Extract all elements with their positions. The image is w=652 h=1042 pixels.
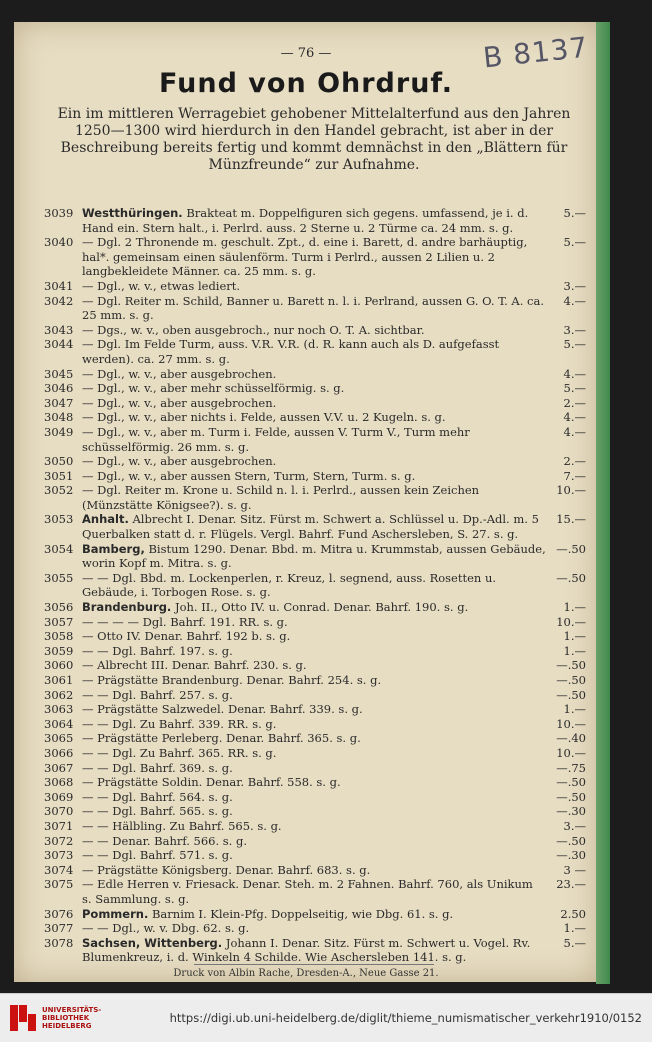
lot-price: —.50 [556,541,586,556]
lot-text: — — Dgl. Bahrf. 197. s. g. [82,643,233,658]
lot-number: 3042 [44,293,74,308]
lot-number: 3067 [44,760,74,775]
lot-description [82,454,550,469]
logo-line: BIBLIOTHEK [42,1014,90,1022]
lot-text: — — Dgl. Bahrf. 257. s. g. [82,687,233,702]
catalog-entry [44,381,586,396]
lot-description [82,396,550,411]
lot-price: 3.— [563,818,586,833]
lot-heading: Anhalt. [82,512,129,527]
lot-price: 15.— [556,512,586,527]
lot-description [82,907,550,922]
lot-number: 3077 [44,921,74,936]
catalog-entry [44,907,586,922]
lot-description [82,746,550,761]
lot-heading: Bamberg, [82,541,145,556]
lot-number: 3060 [44,658,74,673]
lot-price: —.50 [556,833,586,848]
lot-description [82,410,550,425]
catalog-entry [44,775,586,790]
catalog-entry [44,629,586,644]
lot-price: —.50 [556,570,586,585]
lot-number: 3056 [44,600,74,615]
lot-description [82,819,550,834]
catalog-entry [44,454,586,469]
lot-price: —.50 [556,687,586,702]
lot-number: 3048 [44,410,74,425]
lot-text: — Prägstätte Königsberg. Denar. Bahrf. 683. s. g. [82,862,371,877]
lot-price: 4.— [563,366,586,381]
viewer-bottom-bar [0,993,652,1042]
lot-text: — Dgl., w. v., aber aussen Stern, Turm, Stern, Turm. s. g. [82,468,416,483]
lot-price: 3 — [563,862,586,877]
lot-description [82,688,550,703]
lot-text: — Dgl. Reiter m. Krone u. Schild n. l. i. Perlrd., aussen kein Zeichen (Münzstätte Königsee?). s. g. [82,483,480,512]
lot-price: 10.— [556,716,586,731]
lot-text: — — Dgl. Bahrf. 564. s. g. [82,789,233,804]
catalog-entry [44,615,586,630]
catalog-entry [44,731,586,746]
lot-text: — Dgl., w. v., aber ausgebrochen. [82,395,277,410]
catalog-entry [44,761,586,776]
lot-price: 2.50 [560,906,586,921]
printer-footer: Druck von Albin Rache, Dresden-A., Neue Gasse 21. [173,968,439,979]
lot-text: — Dgl. Reiter m. Schild, Banner u. Barett n. l. i. Perlrand, aussen G. O. T. A. ca. 25 mm. s. g. [82,293,544,323]
lot-price: 23.— [556,877,586,892]
lot-text: — Dgs., w. v., oben ausgebroch., nur noch O. T. A. sichtbar. [82,322,425,337]
lot-description [82,731,550,746]
lot-number: 3061 [44,673,74,687]
catalog-entry [44,425,586,454]
lot-description [82,279,550,294]
lot-description [82,804,550,819]
lot-number: 3054 [44,541,74,556]
catalog-entry [44,323,586,338]
catalog-entry [44,512,586,541]
lot-heading: Sachsen, Wittenberg. [82,935,223,950]
lot-description [82,863,550,878]
lot-description [82,834,550,849]
lot-description [82,381,550,396]
lot-price: —.30 [556,804,586,819]
lot-description [82,294,550,323]
catalog-entry [44,936,586,965]
catalog-entry [44,279,586,294]
lot-price: 5.— [563,381,586,396]
lot-number: 3047 [44,395,74,410]
lot-text: — Dgl., w. v., aber ausgebrochen. [82,366,277,381]
lot-price: 1.— [563,702,586,717]
lot-text: — Dgl. Im Felde Turm, auss. V.R. V.R. (d. R. kann auch als D. aufgefasst werden). ca. 27 mm. s. g. [82,337,500,366]
catalog-entry [44,804,586,819]
lot-price: 7.— [563,468,586,483]
lot-number: 3046 [44,381,74,396]
lot-description [82,921,550,936]
lot-price: —.50 [556,658,586,673]
lot-number: 3040 [44,235,74,250]
lot-description [82,775,550,790]
lot-number: 3051 [44,468,74,483]
lot-text: Barnim I. Klein-Pfg. Doppelseitig, wie Dbg. 61. s. g. [151,906,454,921]
logo-line: HEIDELBERG [42,1022,92,1030]
lot-text: Bistum 1290. Denar. Bbd. m. Mitra u. Krummstab, aussen Gebäude, worin Kopf m. Mitra. s. g. [82,541,546,571]
lot-text: — — Dgl., w. v. Dbg. 62. s. g. [82,921,250,936]
lot-description [82,571,550,600]
lot-description [82,323,550,338]
lot-number: 3039 [44,206,74,220]
lot-description [82,717,550,732]
lot-number: 3063 [44,702,74,717]
lot-text: — — Hälbling. Zu Bahrf. 565. s. g. [82,818,282,833]
lot-price: 5.— [563,206,586,220]
lot-description [82,761,550,776]
catalog-entry [44,921,586,936]
lot-price: 3.— [563,322,586,337]
lot-price: 4.— [563,424,586,439]
lot-description [82,790,550,805]
lot-description [82,658,550,673]
handwritten-shelfmark: B 8137 [481,30,590,75]
lot-number: 3070 [44,804,74,819]
lot-text: — Albrecht III. Denar. Bahrf. 230. s. g. [82,658,307,673]
lot-text: — — Dgl. Bahrf. 369. s. g. [82,760,233,775]
lot-number: 3058 [44,629,74,644]
lot-text: Johann I. Denar. Sitz. Fürst m. Schwert u. Vogel. Rv. Blumenkreuz, i. d. Winkeln 4 Schilde. Wie Aschersleben 141. s. g. [82,935,531,965]
lot-number: 3057 [44,614,74,629]
lot-text: — — Denar. Bahrf. 566. s. g. [82,833,248,848]
catalog-entry [44,206,586,235]
lot-text: — — Dgl. Zu Bahrf. 339. RR. s. g. [82,716,277,731]
lot-price: 4.— [563,410,586,425]
lot-price: —.50 [556,775,586,790]
lot-number: 3049 [44,424,74,439]
lot-description [82,337,550,366]
catalog-entry [44,367,586,382]
lot-heading: Brandenburg. [82,600,172,615]
lot-price: 10.— [556,745,586,760]
page-title: Fund von Ohrdruf. [159,68,453,99]
lot-text: — Edle Herren v. Friesack. Denar. Steh. m. 2 Fahnen. Bahrf. 760, als Unikum s. Sammlung. s. g. [82,877,533,906]
lot-number: 3069 [44,789,74,804]
catalog-entry [44,834,586,849]
lot-description [82,206,550,235]
catalog-entry [44,717,586,732]
lot-description [82,483,550,512]
lot-description [82,673,550,688]
lot-text: — Dgl., w. v., aber mehr schüsselförmig. s. g. [82,381,345,396]
lot-number: 3068 [44,775,74,790]
lot-number: 3078 [44,935,74,950]
catalog-entry [44,571,586,600]
lot-description [82,644,550,659]
lot-price: 10.— [556,614,586,629]
catalog-entry [44,483,586,512]
catalog-entry [44,410,586,425]
lot-text: Brakteat m. Doppelfiguren sich gegens. umfassend, je i. d. Hand ein. Stern halt., i. Perlrd. auss. 2 Sterne u. 2 Türme ca. 24 mm. s. g. [82,206,529,235]
lot-description [82,629,550,644]
lot-number: 3075 [44,877,74,892]
lot-text: — Dgl., w. v., aber m. Turm i. Felde, aussen V. Turm V., Turm mehr schüsselförmig. 26 mm. s. g. [82,424,470,454]
lot-text: — Prägstätte Brandenburg. Denar. Bahrf. 254. s. g. [82,673,382,687]
lot-description [82,235,550,279]
lot-number: 3052 [44,483,74,498]
catalog-entry [44,396,586,411]
lot-text: — Dgl. 2 Thronende m. geschult. Zpt., d. eine i. Barett, d. andre barhäuptig, hal*. gemeinsam einen säulenförm. Turm i Perlrd., aussen 2 Lilien u. 2 langbekleidete Männer. ca. 25 mm. s. g. [82,235,528,279]
lot-description [82,615,550,630]
lot-price: —.30 [556,848,586,863]
intro-paragraph: Ein im mittleren Werragebiet gehobener Mittelalterfund aus den Jahren 1250—1300 wird hierdurch in den Handel gebracht, ist aber in der Beschreibung bereits fertig und kommt demnächst in den „Blättern für Münzfreunde“ zur Aufnahme. [57,106,571,173]
lot-price: —.50 [556,673,586,687]
scanned-page [14,22,598,982]
lot-number: 3059 [44,643,74,658]
lot-number: 3043 [44,322,74,337]
catalog-entry [44,469,586,484]
lot-text: — Prägstätte Perleberg. Denar. Bahrf. 365. s. g. [82,731,361,746]
catalog-entry [44,658,586,673]
lot-price: 5.— [563,935,586,950]
logo-line: UNIVERSITÄTS- [42,1006,102,1014]
lot-number: 3076 [44,906,74,921]
lot-price: 5.— [563,235,586,250]
lot-price: 1.— [563,643,586,658]
library-logo[interactable] [10,1005,101,1031]
lot-price: —.50 [556,789,586,804]
lot-price: —.75 [556,760,586,775]
library-logo-icon [10,1005,36,1031]
lot-heading: Westthüringen. [82,206,183,220]
lot-description [82,367,550,382]
lot-description [82,848,550,863]
lot-text: — Prägstätte Soldin. Denar. Bahrf. 558. s. g. [82,775,341,790]
lot-number: 3045 [44,366,74,381]
catalog-entry [44,644,586,659]
lot-description [82,425,550,454]
catalog-entry [44,542,586,571]
lot-heading: Pommern. [82,906,149,921]
lot-text: Joh. II., Otto IV. u. Conrad. Denar. Bahrf. 190. s. g. [174,600,469,615]
footer-rule [194,964,434,965]
lot-price: 2.— [563,395,586,410]
catalog-entry [44,688,586,703]
lot-text: — — Dgl. Bahrf. 565. s. g. [82,804,233,819]
catalog-entry [44,877,586,906]
lot-number: 3074 [44,862,74,877]
lot-price: 1.— [563,921,586,936]
lot-text: — — Dgl. Bahrf. 571. s. g. [82,848,233,863]
catalog-entry [44,702,586,717]
lot-price: —.40 [556,731,586,746]
lot-description [82,600,550,615]
lot-text: — Dgl., w. v., aber nichts i. Felde, aussen V.V. u. 2 Kugeln. s. g. [82,410,446,425]
catalog-entry [44,790,586,805]
green-page-edge [596,22,610,984]
catalog-entry [44,337,586,366]
catalog-entry [44,848,586,863]
catalog-entry [44,294,586,323]
lot-text: — — Dgl. Zu Bahrf. 365. RR. s. g. [82,745,277,760]
lot-description [82,936,550,965]
page-number: — 76 — [280,46,332,61]
lot-number: 3066 [44,745,74,760]
lot-number: 3073 [44,848,74,863]
lot-description [82,877,550,906]
lot-number: 3053 [44,512,74,527]
catalog-entry [44,235,586,279]
lot-text: — — — — Dgl. Bahrf. 191. RR. s. g. [82,614,288,629]
lot-number: 3044 [44,337,74,352]
catalog-entry [44,819,586,834]
page-url[interactable]: https://digi.ub.uni-heidelberg.de/diglit/thieme_numismatischer_verkehr1910/0152 [169,1011,642,1025]
lot-number: 3041 [44,278,74,293]
catalog-entry [44,673,586,688]
lot-number: 3071 [44,818,74,833]
lot-text: — Dgl., w. v., etwas lediert. [82,278,241,293]
lot-number: 3050 [44,454,74,469]
catalog-entry [44,746,586,761]
lot-price: 1.— [563,600,586,615]
lot-text: — Dgl., w. v., aber ausgebrochen. [82,454,277,469]
lot-price: 10.— [556,483,586,498]
lot-price: 3.— [563,278,586,293]
lot-text: — — Dgl. Bbd. m. Lockenperlen, r. Kreuz, l. segnend, auss. Rosetten u. Gebäude, i. Torbogen Rose. s. g. [82,570,497,600]
lot-description [82,542,550,571]
lot-number: 3055 [44,570,74,585]
library-logo-text [42,1006,101,1030]
lot-description [82,702,550,717]
lot-text: — Otto IV. Denar. Bahrf. 192 b. s. g. [82,629,291,644]
lot-description [82,469,550,484]
lot-number: 3065 [44,731,74,746]
lot-price: 2.— [563,454,586,469]
catalog-list [44,206,586,965]
lot-price: 5.— [563,337,586,352]
lot-number: 3072 [44,833,74,848]
lot-number: 3064 [44,716,74,731]
catalog-entry [44,863,586,878]
lot-text: Albrecht I. Denar. Sitz. Fürst m. Schwert a. Schlüssel u. Dp.-Adl. m. 5 Querbalken statt d. r. Flügels. Vergl. Bahrf. Fund Aschersleben, S. 27. s. g. [82,512,539,542]
lot-number: 3062 [44,687,74,702]
lot-price: 1.— [563,629,586,644]
catalog-entry [44,600,586,615]
lot-text: — Prägstätte Salzwedel. Denar. Bahrf. 339. s. g. [82,702,363,717]
lot-price: 4.— [563,293,586,308]
lot-description [82,512,550,541]
